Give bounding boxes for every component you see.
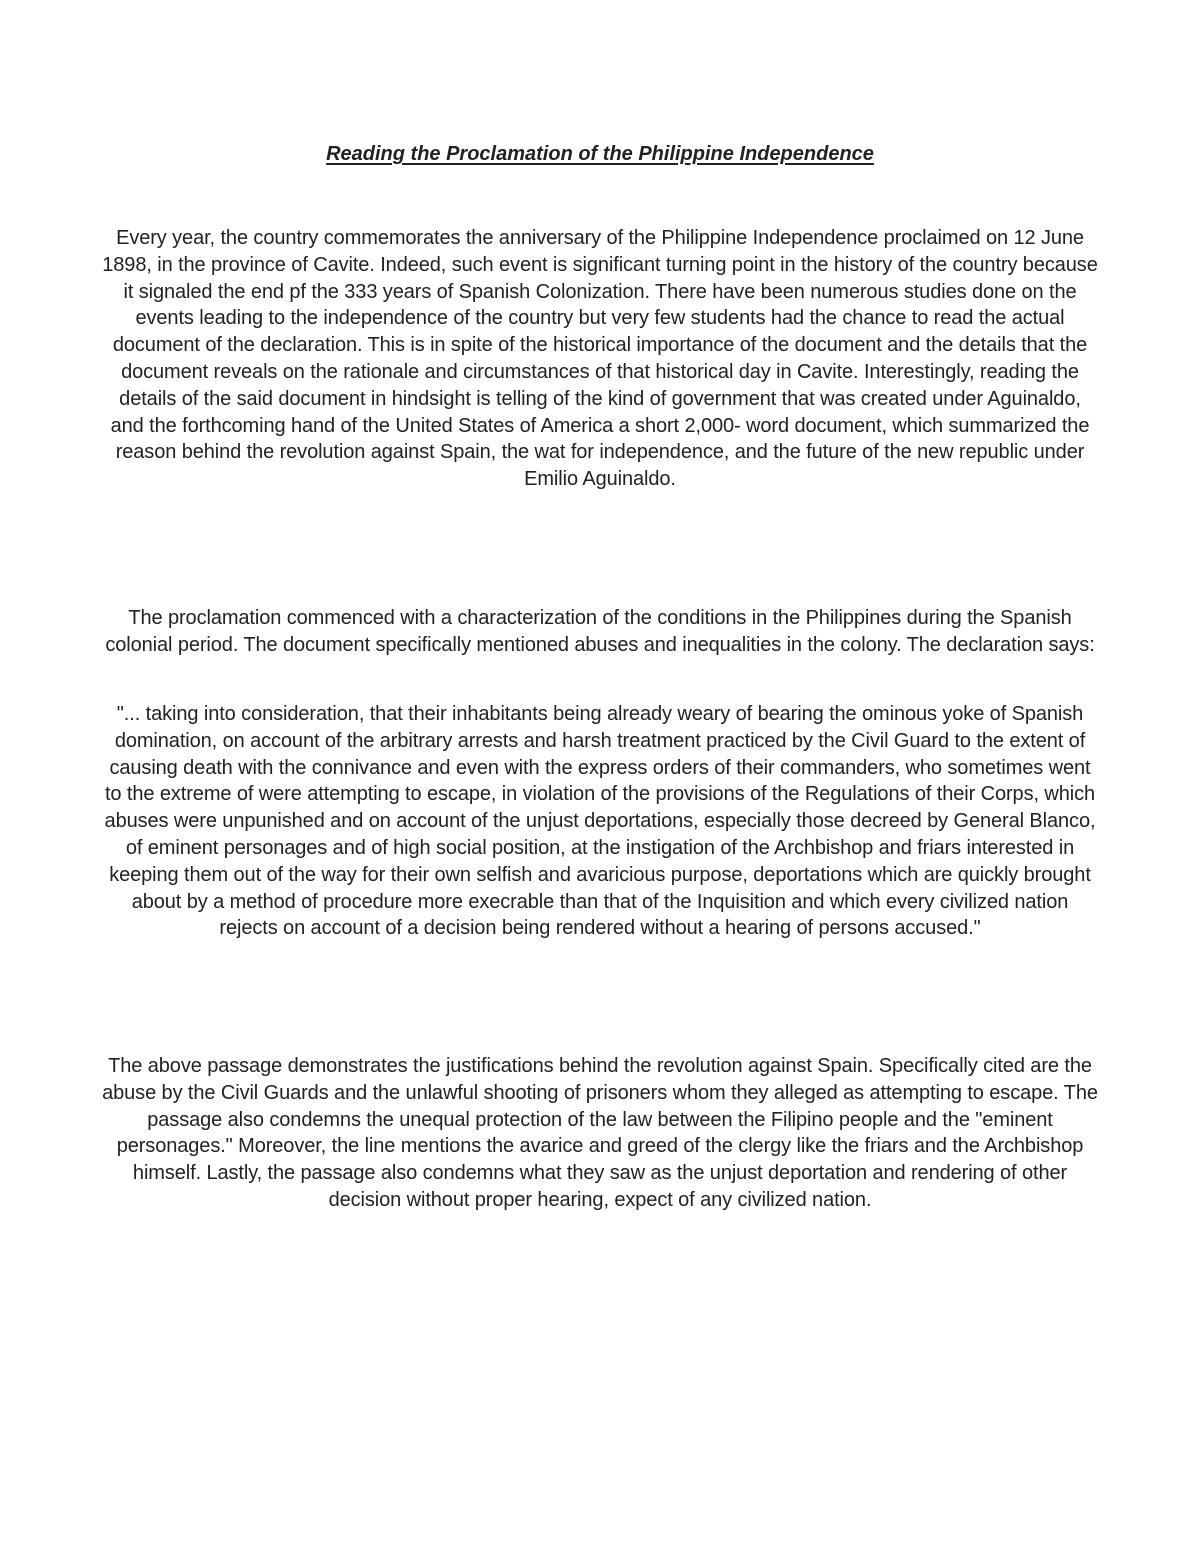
context-paragraph: The proclamation commenced with a characterization of the conditions in the Philippines during the Spanish colonial period. The document specifically mentioned abuses and inequalities in the colony. The declaration says: (105, 607, 1095, 656)
declaration-quote: "... taking into consideration, that their inhabitants being already weary of bearing the ominous yoke of Spanish domination, on account of the arbitrary arrests and harsh treatment practiced by the Civil Guard to the extent of causing death with the connivance and even with the express orders of their commanders, who sometimes went to the extreme of were attempting to escape, in violation of the provisions of the Regulations of their Corps, which abuses were unpunished and on account of the unjust deportations, especially those decreed by General Blanco, of eminent personages and of high social position, at the instigation of the Archbishop and friars interested in keeping them out of the way for their own selfish and avaricious purpose, deportations which are quickly brought about by a method of procedure more execrable than that of the Inquisition and which every civilized nation rejects on account of a decision being rendered without a hearing of persons accused." (104, 703, 1096, 940)
analysis-paragraph: The above passage demonstrates the justifications behind the revolution against Spain. Specifically cited are the abuse by the Civil Guards and the unlawful shooting of prisoners whom they alleged as attempting to escape. The passage also condemns the unequal protection of the law between the Filipino people and the "eminent personages." Moreover, the line mentions the avarice and greed of the clergy like the friars and the Archbishop himself. Lastly, the passage also condemns what they saw as the unjust deportation and rendering of other decision without proper hearing, expect of any civilized nation. (102, 1055, 1098, 1211)
document-title: Reading the Proclamation of the Philippine Independence (326, 143, 874, 165)
intro-paragraph: Every year, the country commemorates the anniversary of the Philippine Independence proclaimed on 12 June 1898, in the province of Cavite. Indeed, such event is significant turning point in the history of the country because it signaled the end pf the 333 years of Spanish Colonization. There have been numerous studies done on the events leading to the independence of the country but very few students had the chance to read the actual document of the declaration. This is in spite of the historical importance of the document and the details that the document reveals on the rationale and circumstances of that historical day in Cavite. Interestingly, reading the details of the said document in hindsight is telling of the kind of government that was created under Aguinaldo, and the forthcoming hand of the United States of America a short 2,000- word document, which summarized the reason behind the revolution against Spain, the wat for independence, and the future of the new republic under Emilio Aguinaldo. (102, 227, 1098, 491)
